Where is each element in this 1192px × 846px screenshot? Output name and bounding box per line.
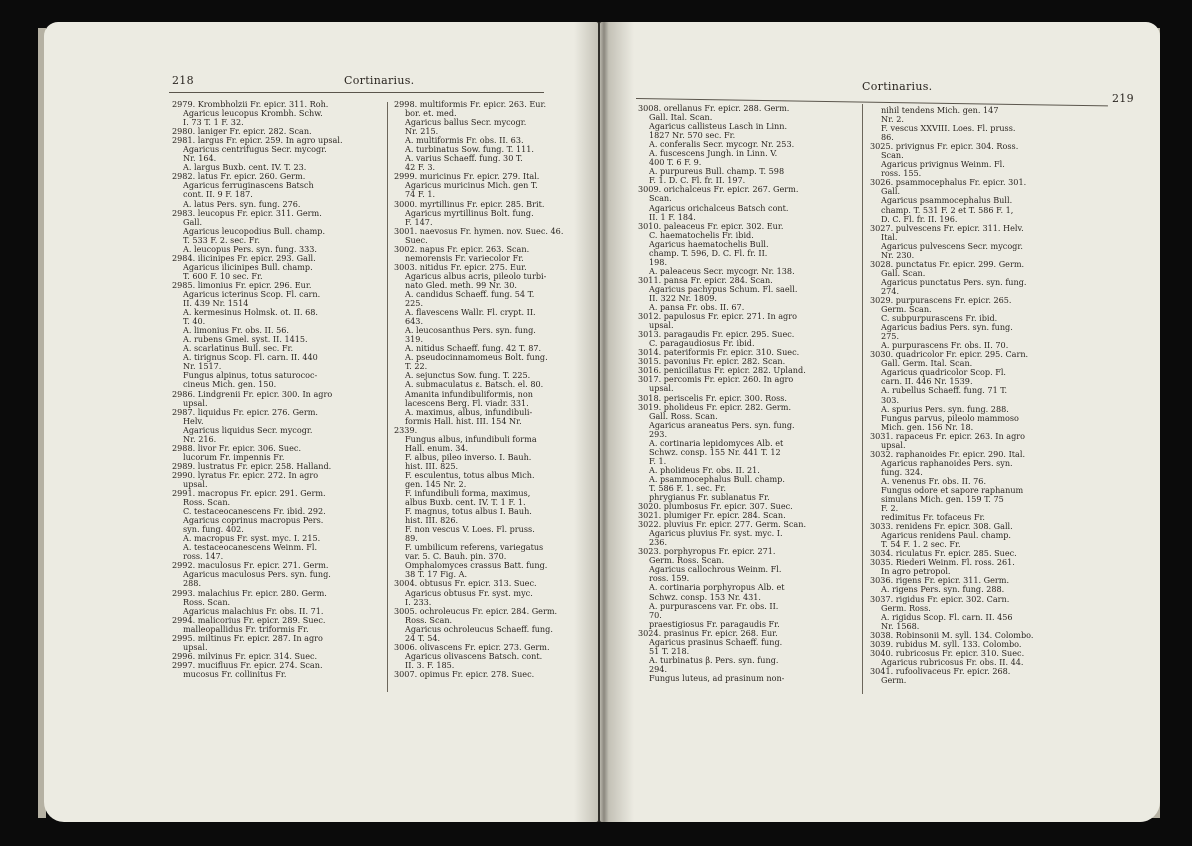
text-line: carn. II. 446 Nr. 1539.: [881, 376, 973, 387]
text-line: Suec.: [405, 234, 428, 245]
text-line: Agaricus obtusus Fr. syst. myc.: [405, 587, 533, 598]
text-line: A. pseudocinnamomeus Bolt. fung.: [405, 352, 548, 363]
text-line: Agaricus olivascens Batsch. cont.: [405, 650, 543, 661]
text-line: Gall. Ross. Scan.: [649, 410, 718, 421]
text-line: Agaricus quadricolor Scop. Fl.: [881, 367, 1007, 378]
text-line: nato Gled. meth. 99 Nr. 30.: [405, 279, 517, 290]
text-line: Gall. Scan.: [881, 267, 926, 278]
text-line: 225.: [405, 298, 424, 309]
text-line: Gall.: [183, 216, 203, 227]
text-line: lucorum Fr. impennis Fr.: [183, 451, 285, 462]
text-line: D. C. Fl. fr. II. 196.: [881, 213, 958, 224]
text-line: Agaricus liquidus Secr. mycogr.: [183, 424, 313, 435]
text-line: A. rubellus Schaeff. fung. 71 T.: [881, 385, 1008, 396]
left-column-1: [172, 100, 384, 679]
text-line: 3020. plumbosus Fr. epicr. 307. Suec.: [638, 501, 793, 512]
text-line: hist. III. 826.: [405, 515, 459, 526]
text-line: 3023. porphyropus Fr. epicr. 271.: [638, 546, 776, 557]
text-line: 2996. milvinus Fr. epicr. 314. Suec.: [172, 650, 318, 661]
text-line: Schwz. consp. 153 Nr. 431.: [649, 591, 761, 602]
text-line: A. turbinatus β. Pers. syn. fung.: [649, 654, 779, 665]
text-line: A. turbinatus Sow. fung. T. 111.: [405, 144, 534, 155]
text-line: Nr. 216.: [183, 433, 217, 444]
text-line: 2992. maculosus Fr. epicr. 271. Germ.: [172, 560, 329, 571]
text-line: upsal.: [881, 439, 906, 450]
text-line: champ. T. 531 F. 2 et T. 586 F. 1,: [881, 204, 1014, 215]
text-line: Agaricus callisteus Lasch in Linn.: [649, 121, 788, 132]
text-line: A. limonius Fr. obs. II. 56.: [183, 325, 289, 336]
text-line: upsal.: [649, 320, 674, 331]
text-line: C. paragaudiosus Fr. ibid.: [649, 338, 755, 349]
text-line: A. varius Schaeff. fung. 30 T.: [405, 153, 523, 164]
text-line: Nr. 215.: [405, 126, 439, 137]
text-line: Germ. Ross.: [881, 602, 931, 613]
text-line: Fungus odore et sapore raphanum: [881, 484, 1024, 495]
text-line: 24 T. 54.: [405, 632, 441, 643]
text-line: Gall. Ital. Scan.: [649, 112, 713, 123]
text-line: 3033. renidens Fr. epicr. 308. Gall.: [870, 521, 1013, 532]
text-line: F. esculentus, totus albus Mich.: [405, 469, 535, 480]
text-line: In agro petropol.: [881, 566, 951, 577]
right-column-1: [638, 104, 858, 683]
text-line: Agaricus albus acris, pileolo turbi-: [405, 270, 547, 281]
text-line: champ. T. 596, D. C. Fl. fr. II.: [649, 247, 768, 258]
text-line: A. latus Pers. syn. fung. 276.: [183, 198, 301, 209]
text-line: C. testaceocanescens Fr. ibid. 292.: [183, 506, 326, 517]
text-line: Helv.: [183, 415, 204, 426]
text-line: 2991. macropus Fr. epicr. 291. Germ.: [172, 488, 326, 499]
text-line: Scan.: [649, 193, 672, 204]
text-line: 1827 Nr. 570 sec. Fr.: [649, 130, 736, 141]
text-line: Agaricus haematochelis Bull.: [649, 238, 769, 249]
text-line: 2987. liquidus Fr. epicr. 276. Germ.: [172, 406, 318, 417]
text-line: 294.: [649, 663, 668, 674]
text-line: 3007. opimus Fr. epicr. 278. Suec.: [394, 668, 535, 679]
text-line: albus Buxb. cent. IV. T. 1 F. 1.: [405, 497, 526, 508]
text-line: upsal.: [649, 383, 674, 394]
text-line: 274.: [881, 285, 900, 296]
text-line: 2986. Lindgrenii Fr. epicr. 300. In agro: [172, 388, 333, 399]
text-line: 3037. rigidus Fr. epicr. 302. Carn.: [870, 593, 1010, 604]
text-line: 643.: [405, 316, 424, 327]
text-line: II. 322 Nr. 1809.: [649, 292, 717, 303]
text-line: Scan.: [881, 150, 904, 161]
text-line: fung. 324.: [881, 466, 923, 477]
text-line: A. rubens Gmel. syst. II. 1415.: [183, 334, 308, 345]
text-line: Germ. Ross. Scan.: [649, 555, 725, 566]
text-line: 3029. purpurascens Fr. epicr. 265.: [870, 294, 1012, 305]
text-line: A. purpurascens var. Fr. obs. II.: [649, 600, 779, 611]
text-line: Agaricus maculosus Pers. syn. fung.: [183, 569, 331, 580]
text-line: Agaricus icterinus Scop. Fl. carn.: [183, 288, 321, 299]
text-line: 303.: [881, 394, 900, 405]
text-line: A. paleaceus Secr. mycogr. Nr. 138.: [649, 265, 795, 276]
text-line: 3022. pluvius Fr. epicr. 277. Germ. Scan.: [638, 519, 807, 530]
text-line: 3012. papulosus Fr. epicr. 271. In agro: [638, 311, 797, 322]
text-line: A. purpurascens Fr. obs. II. 70.: [881, 340, 1009, 351]
text-line: mucosus Fr. collinitus Fr.: [183, 668, 287, 679]
text-line: 3013. paragaudis Fr. epicr. 295. Suec.: [638, 329, 795, 340]
text-line: 3030. quadricolor Fr. epicr. 295. Carn.: [870, 349, 1029, 360]
text-line: 3041. rufoolivaceus Fr. epicr. 268.: [870, 665, 1011, 676]
text-line: 319.: [405, 334, 424, 345]
text-line: 3001. naevosus Fr. hymen. nov. Suec. 46.: [394, 225, 564, 236]
text-line: 2990. lyratus Fr. epicr. 272. In agro: [172, 469, 319, 480]
text-line: 2984. ilicinipes Fr. epicr. 293. Gall.: [172, 252, 316, 263]
text-line: Gall. Germ. Ital. Scan.: [881, 358, 973, 369]
text-line: hist. III. 825.: [405, 460, 459, 471]
text-line: T. 586 F. 1. sec. Fr.: [649, 482, 726, 493]
text-line: 3036. rigens Fr. epicr. 311. Germ.: [870, 575, 1010, 586]
left-column-2: [394, 100, 574, 679]
text-line: 3010. paleaceus Fr. epicr. 302. Eur.: [638, 220, 784, 231]
text-line: Agaricus rubricosus Fr. obs. II. 44.: [881, 656, 1024, 667]
text-line: 400 T. 6 F. 9.: [649, 157, 702, 168]
text-line: 2985. limonius Fr. epicr. 296. Eur.: [172, 279, 312, 290]
text-line: A. pholideus Fr. obs. II. 21.: [649, 464, 760, 475]
text-line: Agaricus raphanoides Pers. syn.: [881, 457, 1013, 468]
text-line: 70.: [649, 609, 662, 620]
text-line: A. testaceocanescens Weinm. Fl.: [183, 542, 318, 553]
text-line: formis Hall. hist. III. 154 Nr.: [405, 415, 522, 426]
text-line: nemorensis Fr. variecolor Fr.: [405, 252, 524, 263]
text-line: II. 3. F. 185.: [405, 659, 455, 670]
text-line: C. haematochelis Fr. ibid.: [649, 229, 754, 240]
text-line: upsal.: [183, 397, 208, 408]
text-line: Omphalomyces crassus Batt. fung.: [405, 560, 548, 571]
text-line: 89.: [405, 533, 418, 544]
text-line: 2995. miltinus Fr. epicr. 287. In agro: [172, 632, 323, 643]
text-line: cont. II. 9 F. 187.: [183, 189, 253, 200]
text-line: Agaricus pluvius Fr. syst. myc. I.: [649, 528, 783, 539]
text-line: F. umbilicum referens, variegatus: [405, 542, 544, 553]
text-line: A. leucosanthus Pers. syn. fung.: [405, 325, 536, 336]
text-line: 2979. Krombholzii Fr. epicr. 311. Roh.: [172, 99, 329, 109]
text-line: I. 233.: [405, 596, 432, 607]
text-line: A. rigens Pers. syn. fung. 288.: [881, 584, 1005, 595]
text-line: 3031. rapaceus Fr. epicr. 263. In agro: [870, 430, 1025, 441]
text-line: A. venenus Fr. obs. II. 76.: [881, 475, 987, 486]
right-page-number: 219: [1112, 92, 1134, 105]
text-line: A. tirignus Scop. Fl. carn. II. 440: [183, 352, 318, 363]
text-line: 2989. lustratus Fr. epicr. 258. Halland.: [172, 460, 332, 471]
text-line: Germ. Scan.: [881, 304, 932, 315]
text-line: II. 439 Nr. 1514: [183, 298, 249, 309]
text-line: 2998. multiformis Fr. epicr. 263. Eur.: [394, 99, 547, 109]
text-line: T. 533 F. 2. sec. Fr.: [183, 234, 260, 245]
text-line: Agaricus leucopodius Bull. champ.: [183, 225, 326, 236]
text-line: F. 147.: [405, 216, 433, 227]
text-line: Ital.: [881, 231, 898, 242]
text-line: 3015. pavonius Fr. epicr. 282. Scan.: [638, 356, 786, 367]
text-line: 2993. malachius Fr. epicr. 280. Germ.: [172, 587, 327, 598]
text-line: F. 1. D. C. Fl. fr. II. 197.: [649, 175, 746, 186]
text-line: nihil tendens Mich. gen. 147: [881, 105, 999, 115]
text-line: 3034. riculatus Fr. epicr. 285. Suec.: [870, 548, 1017, 559]
text-line: A. macropus Fr. syst. myc. I. 215.: [183, 533, 321, 544]
text-line: upsal.: [183, 641, 208, 652]
text-line: 74 F. 1.: [405, 189, 436, 200]
text-line: 42 F. 3.: [405, 162, 436, 173]
text-line: 2980. laniger Fr. epicr. 282. Scan.: [172, 126, 312, 137]
text-line: 3040. rubricosus Fr. epicr. 310. Suec.: [870, 647, 1025, 658]
text-line: Germ.: [881, 674, 907, 685]
text-line: 51 T. 218.: [649, 645, 690, 656]
text-line: A. kermesinus Holmsk. ot. II. 68.: [183, 307, 318, 318]
text-line: F. 2.: [881, 503, 899, 514]
text-line: 2999. muricinus Fr. epicr. 279. Ital.: [394, 171, 540, 182]
text-line: T. 40.: [183, 316, 206, 327]
text-line: Amanita infundibuliformis, non: [405, 388, 533, 399]
text-line: Fungus parvus, pileolo mammoso: [881, 412, 1019, 423]
text-line: 3026. psammocephalus Fr. epicr. 301.: [870, 177, 1027, 188]
text-line: 3039. rubidus M. syll. 133. Colombo.: [870, 638, 1022, 649]
text-line: Hall. enum. 34.: [405, 442, 469, 453]
text-line: Agaricus ballus Secr. mycogr.: [405, 117, 527, 128]
text-line: 3028. punctatus Fr. epicr. 299. Germ.: [870, 258, 1025, 269]
text-line: malleopallidus Fr. triformis Fr.: [183, 623, 309, 634]
text-line: C. subpurpurascens Fr. ibid.: [881, 313, 998, 324]
text-line: Fungus luteus, ad prasinum non-: [649, 672, 785, 683]
text-line: 3024. prasinus Fr. epicr. 268. Eur.: [638, 627, 778, 638]
text-line: syn. fung. 402.: [183, 524, 244, 535]
text-line: F. infundibuli forma, maximus,: [405, 488, 531, 499]
text-line: var. 5. C. Bauh. pin. 370.: [405, 551, 507, 562]
left-running-head: Cortinarius.: [344, 74, 415, 87]
text-line: Fungus alpinus, totus saturococ-: [183, 370, 318, 381]
text-line: Mich. gen. 156 Nr. 18.: [881, 421, 974, 432]
text-line: Ross. Scan.: [183, 497, 231, 508]
text-line: ross. 155.: [881, 168, 922, 179]
text-line: Gall.: [881, 186, 901, 197]
text-line: Agaricus pulvescens Secr. mycogr.: [881, 240, 1023, 251]
text-line: 3006. olivascens Fr. epicr. 273. Germ.: [394, 641, 550, 652]
text-line: 2339.: [394, 424, 418, 435]
text-line: Nr. 1517.: [183, 361, 222, 372]
text-line: Agaricus ferruginascens Batsch: [183, 180, 314, 191]
text-line: A. cortinaria porphyropus Alb. et: [649, 582, 785, 593]
text-line: simulans Mich. gen. 159 T. 75: [881, 494, 1004, 505]
text-line: Agaricus centrifugus Secr. mycogr.: [183, 144, 327, 155]
text-line: Agaricus ochroleucus Schaeff. fung.: [405, 623, 553, 634]
text-line: Agaricus ilicinipes Bull. champ.: [183, 261, 313, 272]
text-line: Agaricus leucopus Krombh. Schw.: [183, 108, 323, 119]
text-line: Fungus albus, infundibuli forma: [405, 433, 537, 444]
text-line: 3011. pansa Fr. epicr. 284. Scan.: [638, 274, 773, 285]
text-line: 2997. mucifluus Fr. epicr. 274. Scan.: [172, 659, 323, 670]
text-line: 2988. livor Fr. epicr. 306. Suec.: [172, 442, 302, 453]
book-gutter: [574, 22, 634, 822]
text-line: 3018. periscelis Fr. epicr. 300. Ross.: [638, 392, 787, 403]
text-line: gen. 145 Nr. 2.: [405, 478, 467, 489]
text-line: Ross. Scan.: [183, 596, 231, 607]
text-line: 2981. largus Fr. epicr. 259. In agro upsal.: [172, 135, 343, 146]
text-line: Agaricus muricinus Mich. gen T.: [405, 180, 538, 191]
text-line: 3017. percomis Fr. epicr. 260. In agro: [638, 374, 794, 385]
text-line: A. pansa Fr. obs. II. 67.: [649, 302, 745, 313]
text-line: A. cortinaria lepidomyces Alb. et: [649, 437, 784, 448]
text-line: A. leucopus Pers. syn. fung. 333.: [183, 243, 318, 254]
text-line: A. maximus, albus, infundibuli-: [405, 406, 533, 417]
text-line: Agaricus prasinus Schaeff. fung.: [649, 636, 783, 647]
text-line: A. conferalis Secr. mycogr. Nr. 253.: [649, 139, 795, 150]
text-line: A. largus Buxb. cent. IV. T. 23.: [183, 162, 307, 173]
text-line: 3005. ochroleucus Fr. epicr. 284. Germ.: [394, 605, 558, 616]
left-page-number: 218: [172, 74, 194, 87]
text-line: A. spurius Pers. syn. fung. 288.: [881, 403, 1009, 414]
text-line: 3000. myrtillinus Fr. epicr. 285. Brit.: [394, 198, 545, 209]
text-line: 3008. orellanus Fr. epicr. 288. Germ.: [638, 103, 790, 113]
text-line: bor. et. med.: [405, 108, 457, 119]
text-line: F. albus, pileo inverso. I. Bauh.: [405, 451, 532, 462]
text-line: Agaricus araneatus Pers. syn. fung.: [649, 419, 795, 430]
text-line: 3009. orichalceus Fr. epicr. 267. Germ.: [638, 184, 799, 195]
text-line: Agaricus pachypus Schum. Fl. saell.: [649, 283, 798, 294]
text-line: Nr. 164.: [183, 153, 217, 164]
text-line: A. multiformis Fr. obs. II. 63.: [405, 135, 524, 146]
text-line: F. vescus XXVIII. Loes. Fl. pruss.: [881, 123, 1016, 134]
text-line: A. rigidus Scop. Fl. carn. II. 456: [881, 611, 1013, 622]
text-line: praestigiosus Fr. paragaudis Fr.: [649, 618, 780, 629]
text-line: 86.: [881, 132, 894, 143]
text-line: Agaricus psammocephalus Bull.: [881, 195, 1013, 206]
text-line: 3021. plumiger Fr. epicr. 284. Scan.: [638, 510, 786, 521]
text-line: 198.: [649, 256, 668, 267]
text-line: F. non vescus V. Loes. Fl. pruss.: [405, 524, 535, 535]
text-line: 236.: [649, 537, 668, 548]
text-line: upsal.: [183, 478, 208, 489]
text-line: Ross. Scan.: [405, 614, 453, 625]
text-line: Agaricus malachius Fr. obs. II. 71.: [183, 605, 324, 616]
text-line: A. fuscescens Jungh. in Linn. V.: [649, 148, 778, 159]
text-line: cineus Mich. gen. 150.: [183, 379, 277, 390]
text-line: A. nitidus Schaeff. fung. 42 T. 87.: [405, 343, 542, 354]
text-line: I. 73 T. 1 F. 32.: [183, 117, 244, 128]
text-line: 3014. pateriformis Fr. epicr. 310. Suec.: [638, 347, 800, 358]
text-line: 2982. latus Fr. epicr. 260. Germ.: [172, 171, 306, 182]
text-line: 3025. privignus Fr. epicr. 304. Ross.: [870, 141, 1019, 152]
text-line: 3003. nitidus Fr. epicr. 275. Eur.: [394, 261, 527, 272]
text-line: 3038. Robinsonii M. syll. 134. Colombo.: [870, 629, 1034, 640]
text-line: Agaricus orichalceus Batsch cont.: [649, 202, 789, 213]
text-line: Schwz. consp. 155 Nr. 441 T. 12: [649, 446, 781, 457]
text-line: redimitus Fr. tofaceus Fr.: [881, 512, 986, 523]
text-line: A. scarlatinus Bull. sec. Fr.: [183, 343, 294, 354]
text-line: F. magnus, totus albus I. Bauh.: [405, 506, 532, 517]
text-line: 3002. napus Fr. epicr. 263. Scan.: [394, 243, 530, 254]
text-line: 293.: [649, 428, 668, 439]
text-line: phrygianus Fr. sublanatus Fr.: [649, 492, 770, 503]
text-line: Agaricus callochrous Weinm. Fl.: [649, 564, 782, 575]
text-line: Agaricus renidens Paul. champ.: [881, 530, 1012, 541]
text-line: T. 54 F. 1. 2 sec. Fr.: [881, 539, 961, 550]
text-line: 3027. pulvescens Fr. epicr. 311. Helv.: [870, 222, 1024, 233]
text-line: Nr. 1568.: [881, 620, 920, 631]
text-line: 275.: [881, 331, 900, 342]
right-column-2: [870, 106, 1100, 685]
text-line: T. 22.: [405, 361, 428, 372]
text-line: 3004. obtusus Fr. epicr. 313. Suec.: [394, 578, 537, 589]
text-line: A. flavescens Wallr. Fl. crypt. II.: [405, 307, 536, 318]
text-line: ross. 147.: [183, 551, 224, 562]
text-line: Agaricus privignus Weinm. Fl.: [881, 159, 1005, 170]
text-line: II. 1 F. 184.: [649, 211, 696, 222]
text-line: Nr. 230.: [881, 249, 915, 260]
text-line: A. submaculatus ε. Batsch. el. 80.: [405, 379, 544, 390]
text-line: 288.: [183, 578, 202, 589]
book-spread: [44, 22, 1160, 832]
text-line: ross. 159.: [649, 573, 690, 584]
text-line: Nr. 2.: [881, 114, 904, 125]
text-line: Agaricus badius Pers. syn. fung.: [881, 322, 1013, 333]
text-line: Agaricus coprinus macropus Pers.: [183, 515, 324, 526]
text-line: 3019. pholideus Fr. epicr. 282. Germ.: [638, 401, 792, 412]
text-line: A. psammocephalus Bull. champ.: [649, 473, 785, 484]
text-line: 3016. penicillatus Fr. epicr. 282. Upland.: [638, 365, 806, 376]
text-line: 2994. malicorius Fr. epicr. 289. Suec.: [172, 614, 326, 625]
text-line: T. 600 F. 10 sec. Fr.: [183, 270, 263, 281]
text-line: F. 1.: [649, 455, 667, 466]
text-line: lacescens Berg. Fl. viadr. 331.: [405, 397, 529, 408]
text-line: 38 T. 17 Fig. A.: [405, 569, 468, 580]
right-page: [600, 22, 1160, 822]
text-line: 3035. Riederi Weinm. Fl. ross. 261.: [870, 557, 1015, 568]
text-line: A. sejunctus Sow. fung. T. 225.: [405, 370, 531, 381]
text-line: Agaricus myrtillinus Bolt. fung.: [405, 207, 534, 218]
right-running-head: Cortinarius.: [862, 80, 933, 93]
left-page: [44, 22, 598, 822]
text-line: 2983. leucopus Fr. epicr. 311. Germ.: [172, 207, 322, 218]
text-line: 3032. raphanoides Fr. epicr. 290. Ital.: [870, 448, 1026, 459]
text-line: Agaricus punctatus Pers. syn. fung.: [881, 276, 1027, 287]
text-line: A. purpureus Bull. champ. T. 598: [649, 166, 785, 177]
text-line: A. candidus Schaeff. fung. 54 T.: [405, 288, 535, 299]
